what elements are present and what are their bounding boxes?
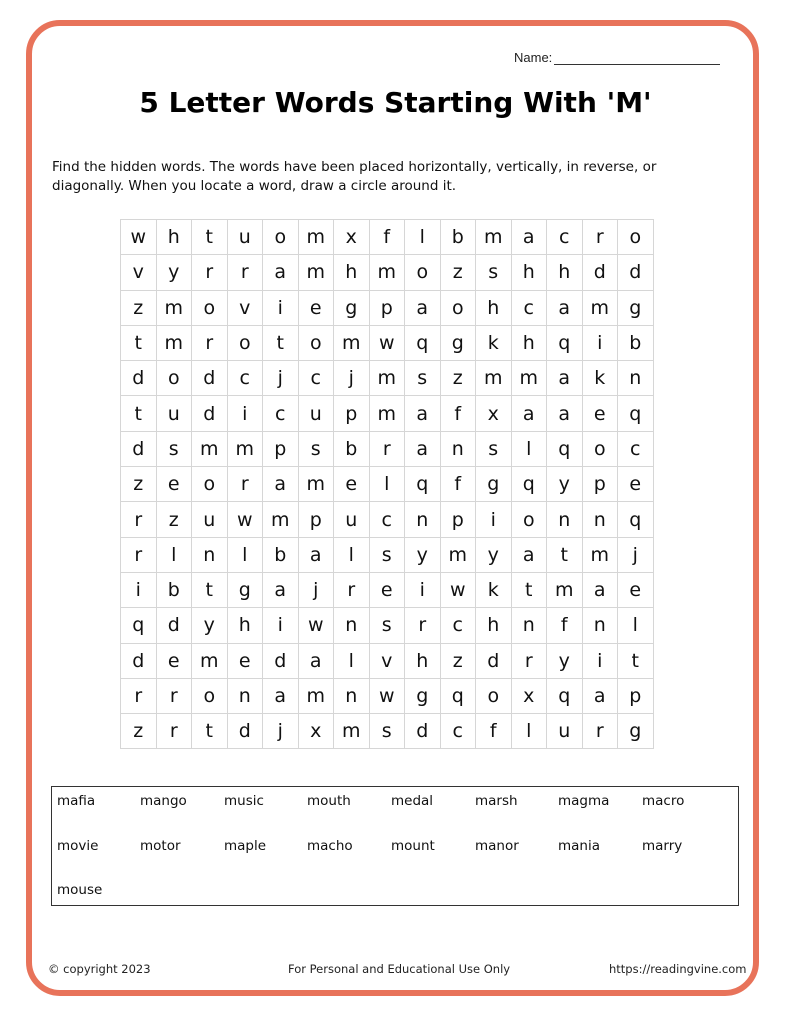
grid-cell[interactable]: x bbox=[298, 714, 334, 749]
grid-cell[interactable]: h bbox=[227, 608, 263, 643]
grid-cell[interactable]: l bbox=[618, 608, 654, 643]
grid-cell[interactable]: e bbox=[334, 467, 370, 502]
grid-cell[interactable]: z bbox=[121, 714, 157, 749]
word-bank-item: medal bbox=[391, 793, 434, 809]
grid-cell[interactable]: x bbox=[334, 220, 370, 255]
grid-cell[interactable]: a bbox=[511, 220, 547, 255]
grid-cell[interactable]: h bbox=[405, 643, 441, 678]
grid-cell[interactable]: m bbox=[547, 572, 583, 607]
grid-cell[interactable]: s bbox=[369, 714, 405, 749]
grid-cell[interactable]: u bbox=[334, 502, 370, 537]
grid-cell[interactable]: q bbox=[618, 396, 654, 431]
grid-cell[interactable]: g bbox=[476, 467, 512, 502]
grid-cell[interactable]: g bbox=[227, 572, 263, 607]
grid-cell[interactable]: q bbox=[121, 608, 157, 643]
grid-cell[interactable]: r bbox=[121, 678, 157, 713]
grid-cell[interactable]: o bbox=[405, 255, 441, 290]
grid-cell[interactable]: x bbox=[476, 396, 512, 431]
grid-cell[interactable]: r bbox=[582, 220, 618, 255]
grid-cell[interactable]: l bbox=[227, 537, 263, 572]
grid-cell[interactable]: n bbox=[440, 431, 476, 466]
grid-cell[interactable]: r bbox=[192, 255, 228, 290]
grid-cell[interactable]: y bbox=[547, 467, 583, 502]
grid-cell[interactable]: k bbox=[476, 572, 512, 607]
grid-cell[interactable]: f bbox=[369, 220, 405, 255]
grid-cell[interactable]: m bbox=[511, 361, 547, 396]
grid-cell[interactable]: t bbox=[121, 325, 157, 360]
grid-cell[interactable]: d bbox=[582, 255, 618, 290]
grid-cell[interactable]: f bbox=[440, 396, 476, 431]
word-bank-item: movie bbox=[57, 838, 99, 854]
grid-cell[interactable]: o bbox=[511, 502, 547, 537]
grid-cell[interactable]: d bbox=[405, 714, 441, 749]
grid-cell[interactable]: m bbox=[476, 220, 512, 255]
grid-cell[interactable]: z bbox=[440, 643, 476, 678]
grid-cell[interactable]: h bbox=[156, 220, 192, 255]
grid-cell[interactable]: m bbox=[582, 290, 618, 325]
grid-cell[interactable]: b bbox=[334, 431, 370, 466]
grid-cell[interactable]: y bbox=[405, 537, 441, 572]
grid-cell[interactable]: r bbox=[582, 714, 618, 749]
word-bank bbox=[51, 786, 739, 906]
grid-cell[interactable]: o bbox=[227, 325, 263, 360]
grid-cell[interactable]: g bbox=[618, 290, 654, 325]
grid-cell[interactable]: v bbox=[227, 290, 263, 325]
grid-cell[interactable]: p bbox=[618, 678, 654, 713]
grid-cell[interactable]: i bbox=[582, 643, 618, 678]
grid-cell[interactable]: o bbox=[156, 361, 192, 396]
grid-cell[interactable]: a bbox=[547, 361, 583, 396]
grid-cell[interactable]: n bbox=[511, 608, 547, 643]
grid-cell[interactable]: q bbox=[405, 467, 441, 502]
grid-cell[interactable]: i bbox=[582, 325, 618, 360]
grid-cell[interactable]: g bbox=[334, 290, 370, 325]
grid-cell[interactable]: a bbox=[582, 678, 618, 713]
grid-cell[interactable]: h bbox=[511, 255, 547, 290]
grid-cell[interactable]: l bbox=[511, 714, 547, 749]
grid-cell[interactable]: r bbox=[369, 431, 405, 466]
grid-cell[interactable]: w bbox=[298, 608, 334, 643]
grid-cell[interactable]: p bbox=[440, 502, 476, 537]
word-bank-item: mouse bbox=[57, 882, 103, 898]
name-field bbox=[514, 50, 720, 65]
grid-row bbox=[121, 325, 654, 360]
grid-cell[interactable]: l bbox=[405, 220, 441, 255]
grid-row bbox=[121, 714, 654, 749]
grid-cell[interactable]: x bbox=[511, 678, 547, 713]
grid-cell[interactable]: q bbox=[547, 431, 583, 466]
grid-cell[interactable]: w bbox=[369, 325, 405, 360]
grid-cell[interactable]: p bbox=[582, 467, 618, 502]
grid-cell[interactable]: i bbox=[227, 396, 263, 431]
grid-cell[interactable]: g bbox=[618, 714, 654, 749]
grid-cell[interactable]: m bbox=[192, 431, 228, 466]
grid-cell[interactable]: z bbox=[440, 255, 476, 290]
name-label: Name: bbox=[514, 50, 553, 65]
grid-cell[interactable]: i bbox=[476, 502, 512, 537]
grid-cell[interactable]: k bbox=[582, 361, 618, 396]
grid-cell[interactable]: w bbox=[227, 502, 263, 537]
grid-cell[interactable]: c bbox=[227, 361, 263, 396]
grid-cell[interactable]: e bbox=[618, 572, 654, 607]
grid-cell[interactable]: a bbox=[405, 396, 441, 431]
grid-cell[interactable]: c bbox=[263, 396, 299, 431]
grid-cell[interactable]: e bbox=[227, 643, 263, 678]
grid-cell[interactable]: o bbox=[298, 325, 334, 360]
grid-cell[interactable]: k bbox=[476, 325, 512, 360]
grid-cell[interactable]: q bbox=[547, 678, 583, 713]
grid-cell[interactable]: q bbox=[405, 325, 441, 360]
grid-cell[interactable]: m bbox=[156, 290, 192, 325]
grid-cell[interactable]: d bbox=[227, 714, 263, 749]
grid-cell[interactable]: o bbox=[192, 678, 228, 713]
grid-cell[interactable]: z bbox=[121, 290, 157, 325]
word-bank-item: manor bbox=[475, 838, 519, 854]
grid-cell[interactable]: d bbox=[192, 396, 228, 431]
grid-cell[interactable]: t bbox=[192, 220, 228, 255]
word-bank-item: maple bbox=[224, 838, 267, 854]
grid-cell[interactable]: m bbox=[298, 467, 334, 502]
grid-cell[interactable]: a bbox=[263, 572, 299, 607]
grid-cell[interactable]: m bbox=[582, 537, 618, 572]
grid-cell[interactable]: e bbox=[582, 396, 618, 431]
grid-cell[interactable]: s bbox=[369, 608, 405, 643]
grid-cell[interactable]: c bbox=[440, 714, 476, 749]
word-bank-item: music bbox=[224, 793, 264, 809]
grid-cell[interactable]: m bbox=[476, 361, 512, 396]
grid-row bbox=[121, 678, 654, 713]
grid-cell[interactable]: y bbox=[476, 537, 512, 572]
grid-cell[interactable]: t bbox=[192, 572, 228, 607]
grid-cell[interactable]: m bbox=[369, 361, 405, 396]
instructions-text: Find the hidden words. The words have been placed horizontally, vertically, in reverse, or diagonally. When you locate a word, draw a circle around it. bbox=[52, 159, 657, 194]
grid-cell[interactable]: o bbox=[263, 220, 299, 255]
grid-cell[interactable]: b bbox=[156, 572, 192, 607]
grid-cell[interactable]: a bbox=[263, 678, 299, 713]
grid-cell[interactable]: l bbox=[369, 467, 405, 502]
grid-cell[interactable]: r bbox=[121, 502, 157, 537]
grid-cell[interactable]: m bbox=[227, 431, 263, 466]
grid-cell[interactable]: i bbox=[263, 290, 299, 325]
grid-cell[interactable]: e bbox=[156, 467, 192, 502]
grid-cell[interactable]: p bbox=[334, 396, 370, 431]
grid-cell[interactable]: l bbox=[334, 537, 370, 572]
grid-cell[interactable]: g bbox=[440, 325, 476, 360]
grid-cell[interactable]: r bbox=[334, 572, 370, 607]
grid-cell[interactable]: h bbox=[511, 325, 547, 360]
grid-cell[interactable]: b bbox=[440, 220, 476, 255]
grid-cell[interactable]: m bbox=[369, 255, 405, 290]
grid-cell[interactable]: v bbox=[369, 643, 405, 678]
grid-cell[interactable]: r bbox=[121, 537, 157, 572]
grid-cell[interactable]: y bbox=[547, 643, 583, 678]
grid-cell[interactable]: t bbox=[192, 714, 228, 749]
grid-cell[interactable]: d bbox=[156, 608, 192, 643]
grid-cell[interactable]: d bbox=[192, 361, 228, 396]
grid-cell[interactable]: e bbox=[298, 290, 334, 325]
grid-cell[interactable]: o bbox=[582, 431, 618, 466]
grid-cell[interactable]: n bbox=[547, 502, 583, 537]
grid-cell[interactable]: c bbox=[618, 431, 654, 466]
word-bank-item: motor bbox=[140, 838, 181, 854]
grid-cell[interactable]: n bbox=[334, 608, 370, 643]
grid-cell[interactable]: c bbox=[298, 361, 334, 396]
grid-cell[interactable]: p bbox=[298, 502, 334, 537]
grid-cell[interactable]: a bbox=[298, 537, 334, 572]
grid-cell[interactable]: a bbox=[511, 396, 547, 431]
grid-cell[interactable]: r bbox=[511, 643, 547, 678]
grid-cell[interactable]: r bbox=[156, 678, 192, 713]
grid-cell[interactable]: m bbox=[192, 643, 228, 678]
grid-cell[interactable]: h bbox=[547, 255, 583, 290]
grid-cell[interactable]: a bbox=[298, 643, 334, 678]
grid-cell[interactable]: q bbox=[547, 325, 583, 360]
grid-cell[interactable]: q bbox=[618, 502, 654, 537]
grid-cell[interactable]: j bbox=[298, 572, 334, 607]
grid-cell[interactable]: e bbox=[369, 572, 405, 607]
word-bank-item: magma bbox=[558, 793, 610, 809]
grid-cell[interactable]: o bbox=[440, 290, 476, 325]
grid-cell[interactable]: r bbox=[192, 325, 228, 360]
grid-cell[interactable]: r bbox=[227, 255, 263, 290]
grid-cell[interactable]: p bbox=[369, 290, 405, 325]
name-blank-line bbox=[554, 52, 720, 65]
grid-cell[interactable]: n bbox=[618, 361, 654, 396]
grid-cell[interactable]: a bbox=[511, 537, 547, 572]
grid-cell[interactable]: w bbox=[440, 572, 476, 607]
grid-cell[interactable]: o bbox=[476, 678, 512, 713]
grid-cell[interactable]: b bbox=[618, 325, 654, 360]
grid-cell[interactable]: a bbox=[405, 431, 441, 466]
grid-cell[interactable]: r bbox=[405, 608, 441, 643]
grid-row bbox=[121, 290, 654, 325]
grid-cell[interactable]: t bbox=[511, 572, 547, 607]
grid-row bbox=[121, 361, 654, 396]
page-title: 5 Letter Words Starting With 'M' bbox=[139, 86, 652, 119]
word-bank-item: macro bbox=[642, 793, 685, 809]
grid-row bbox=[121, 537, 654, 572]
word-bank-item: mania bbox=[558, 838, 601, 854]
grid-cell[interactable]: d bbox=[618, 255, 654, 290]
grid-cell[interactable]: m bbox=[298, 678, 334, 713]
grid-cell[interactable]: l bbox=[156, 537, 192, 572]
grid-cell[interactable]: u bbox=[298, 396, 334, 431]
grid-row bbox=[121, 608, 654, 643]
grid-cell[interactable]: c bbox=[547, 220, 583, 255]
grid-cell[interactable]: f bbox=[476, 714, 512, 749]
grid-row bbox=[121, 220, 654, 255]
grid-cell[interactable]: q bbox=[511, 467, 547, 502]
word-bank-item: macho bbox=[307, 838, 353, 854]
grid-cell[interactable]: s bbox=[156, 431, 192, 466]
grid-cell[interactable]: o bbox=[192, 290, 228, 325]
grid-cell[interactable]: s bbox=[405, 361, 441, 396]
grid-cell[interactable]: s bbox=[476, 255, 512, 290]
grid-cell[interactable]: z bbox=[121, 467, 157, 502]
grid-cell[interactable]: t bbox=[547, 537, 583, 572]
grid-cell[interactable]: n bbox=[192, 537, 228, 572]
grid-cell[interactable]: f bbox=[440, 467, 476, 502]
grid-cell[interactable]: m bbox=[263, 502, 299, 537]
grid-row bbox=[121, 467, 654, 502]
grid-cell[interactable]: m bbox=[440, 537, 476, 572]
grid-cell[interactable]: m bbox=[298, 255, 334, 290]
grid-cell[interactable]: c bbox=[369, 502, 405, 537]
grid-cell[interactable]: c bbox=[511, 290, 547, 325]
grid-cell[interactable]: f bbox=[547, 608, 583, 643]
grid-cell[interactable]: u bbox=[227, 220, 263, 255]
grid-cell[interactable]: e bbox=[618, 467, 654, 502]
word-bank-item: mango bbox=[140, 793, 187, 809]
grid-cell[interactable]: t bbox=[121, 396, 157, 431]
grid-cell[interactable]: j bbox=[263, 361, 299, 396]
grid-cell[interactable]: i bbox=[405, 572, 441, 607]
grid-cell[interactable]: p bbox=[263, 431, 299, 466]
grid-cell[interactable]: s bbox=[369, 537, 405, 572]
grid-cell[interactable]: d bbox=[121, 361, 157, 396]
grid-cell[interactable]: n bbox=[582, 608, 618, 643]
grid-cell[interactable]: e bbox=[156, 643, 192, 678]
grid-cell[interactable]: l bbox=[334, 643, 370, 678]
word-bank-item: mouth bbox=[307, 793, 351, 809]
grid-cell[interactable]: j bbox=[618, 537, 654, 572]
word-bank-item: mount bbox=[391, 838, 435, 854]
grid-cell[interactable]: d bbox=[476, 643, 512, 678]
grid-cell[interactable]: a bbox=[582, 572, 618, 607]
grid-cell[interactable]: n bbox=[334, 678, 370, 713]
grid-cell[interactable]: z bbox=[440, 361, 476, 396]
word-search-grid bbox=[120, 219, 654, 749]
grid-cell[interactable]: h bbox=[476, 290, 512, 325]
grid-cell[interactable]: r bbox=[227, 467, 263, 502]
grid-cell[interactable]: n bbox=[227, 678, 263, 713]
grid-cell[interactable]: u bbox=[156, 396, 192, 431]
grid-cell[interactable]: o bbox=[192, 467, 228, 502]
grid-cell[interactable]: a bbox=[547, 290, 583, 325]
grid-cell[interactable]: m bbox=[334, 325, 370, 360]
grid-cell[interactable]: d bbox=[121, 643, 157, 678]
grid-cell[interactable]: y bbox=[192, 608, 228, 643]
grid-row bbox=[121, 643, 654, 678]
grid-cell[interactable]: u bbox=[192, 502, 228, 537]
grid-row bbox=[121, 572, 654, 607]
grid-cell[interactable]: a bbox=[263, 255, 299, 290]
grid-cell[interactable]: n bbox=[405, 502, 441, 537]
grid-cell[interactable]: d bbox=[263, 643, 299, 678]
grid-cell[interactable]: t bbox=[618, 643, 654, 678]
grid-cell[interactable]: s bbox=[476, 431, 512, 466]
grid-cell[interactable]: d bbox=[121, 431, 157, 466]
grid-cell[interactable]: q bbox=[440, 678, 476, 713]
grid-cell[interactable]: i bbox=[121, 572, 157, 607]
grid-cell[interactable]: h bbox=[476, 608, 512, 643]
grid-cell[interactable]: r bbox=[156, 714, 192, 749]
grid-cell[interactable]: w bbox=[369, 678, 405, 713]
grid-row bbox=[121, 396, 654, 431]
footer-usage: For Personal and Educational Use Only bbox=[288, 962, 511, 976]
word-bank-item: marry bbox=[642, 838, 683, 854]
grid-cell[interactable]: b bbox=[263, 537, 299, 572]
grid-cell[interactable]: a bbox=[263, 467, 299, 502]
grid-row bbox=[121, 502, 654, 537]
grid-cell[interactable]: j bbox=[263, 714, 299, 749]
grid-cell[interactable]: c bbox=[440, 608, 476, 643]
grid-cell[interactable]: t bbox=[263, 325, 299, 360]
footer-url: https://readingvine.com bbox=[609, 962, 747, 976]
grid-cell[interactable]: m bbox=[334, 714, 370, 749]
grid-cell[interactable]: o bbox=[618, 220, 654, 255]
grid-cell[interactable]: m bbox=[156, 325, 192, 360]
grid-cell[interactable]: z bbox=[156, 502, 192, 537]
grid-cell[interactable]: a bbox=[547, 396, 583, 431]
grid-cell[interactable]: m bbox=[298, 220, 334, 255]
grid-cell[interactable]: a bbox=[405, 290, 441, 325]
grid-cell[interactable]: n bbox=[582, 502, 618, 537]
grid-cell[interactable]: l bbox=[511, 431, 547, 466]
grid-row bbox=[121, 255, 654, 290]
grid-cell[interactable]: i bbox=[263, 608, 299, 643]
grid-cell[interactable]: w bbox=[121, 220, 157, 255]
grid-row bbox=[121, 431, 654, 466]
grid-cell[interactable]: s bbox=[298, 431, 334, 466]
grid-cell[interactable]: g bbox=[405, 678, 441, 713]
word-bank-item: mafia bbox=[57, 793, 96, 809]
grid-cell[interactable]: y bbox=[156, 255, 192, 290]
grid-cell[interactable]: h bbox=[334, 255, 370, 290]
grid-cell[interactable]: m bbox=[369, 396, 405, 431]
footer-copyright: © copyright 2023 bbox=[48, 962, 151, 976]
word-bank-item: marsh bbox=[475, 793, 518, 809]
grid-cell[interactable]: v bbox=[121, 255, 157, 290]
grid-cell[interactable]: u bbox=[547, 714, 583, 749]
grid-cell[interactable]: j bbox=[334, 361, 370, 396]
